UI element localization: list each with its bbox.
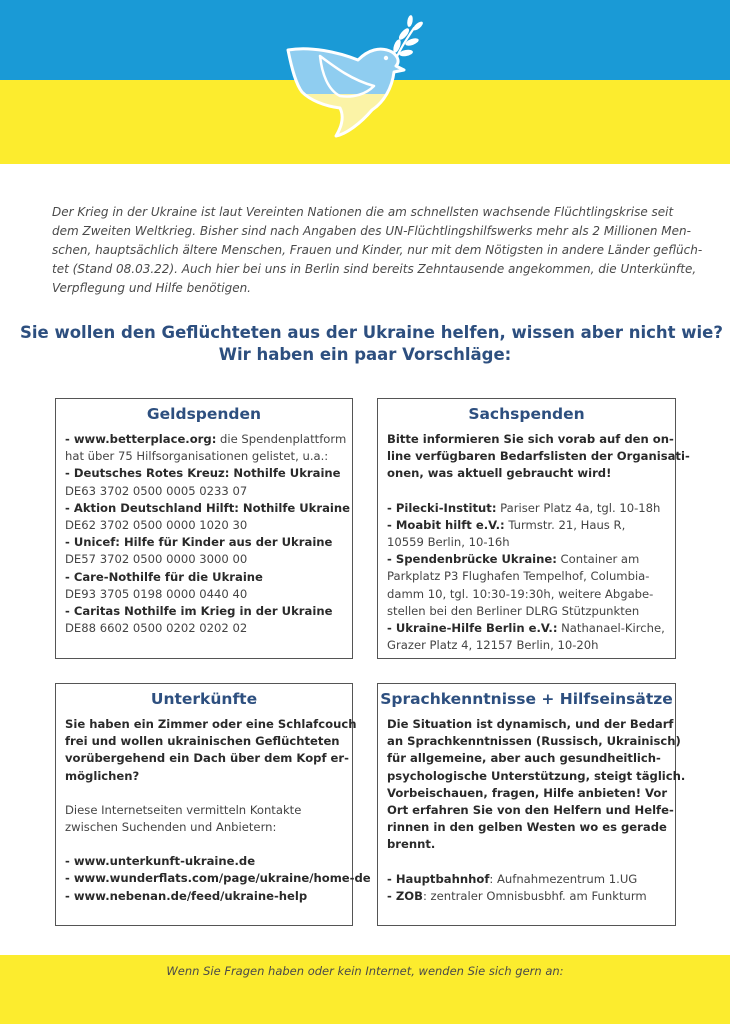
collection-point-name: - Ukraine-Hilfe Berlin e.V.: [387,621,558,636]
betterplace-link[interactable]: - www.betterplace.org: [65,432,217,446]
sprache-text: Ort erfahren Sie von den Helfern und Helfe- [387,803,674,818]
geldspenden-title: Geldspenden [146,405,262,423]
donation-org: - Care-Nothilfe für die Ukraine [65,569,263,584]
sachspenden-notice: onen, was aktuell gebraucht wird! [387,466,612,481]
donation-org: - Aktion Deutschland Hilft: Nothilfe Ukraine [65,500,351,515]
unterkuenfte-info: Diese Internetseiten vermitteln Kontakte [65,802,302,817]
collection-point-address: Container am [556,552,640,567]
betterplace-desc-line: hat über 75 Hilfsorganisationen gelistet, u.a.: [65,449,329,464]
help-location [387,888,667,905]
sachspenden-box [377,398,690,659]
intro-line: schen, hauptsächlich ältere Menschen, Frauen und Kinder, nur mit dem Nötigsten in andere Länder geflüch- [52,243,703,257]
donation-iban: DE63 3702 0500 0005 0233 07 [65,483,248,498]
collection-point [387,551,667,568]
unterkuenfte-question: Sie haben ein Zimmer oder eine Schlafcouch [65,717,357,731]
donation-org: - Deutsches Rotes Kreuz: Nothilfe Ukraine [65,466,341,481]
donation-iban: DE93 3705 0198 0000 0440 40 [65,586,248,601]
collection-point [387,500,667,517]
geldspenden-body [56,431,352,637]
collection-point-address: Turmstr. 21, Haus R, [504,517,626,532]
help-location [387,871,667,888]
sprache-text: brennt. [387,837,436,852]
unterkuenfte-box [55,683,371,926]
housing-link[interactable]: - www.wunderflats.com/page/ukraine/home-de [65,871,371,886]
sprache-text: für allgemeine, aber auch gesundheitlich- [387,751,661,766]
collection-point-address: Pariser Platz 4a, tgl. 10-18h [496,500,661,515]
sprache-text: psychologische Unterstützung, steigt täglich. [387,768,686,783]
donation-org: - Caritas Nothilfe im Krieg in der Ukraine [65,604,333,619]
intro-line: Verpflegung und Hilfe benötigen. [52,281,251,295]
sachspenden-notice: line verfügbaren Bedarfslisten der Organisati- [387,449,690,464]
unterkuenfte-question: frei und wollen ukrainischen Geflüchteten [65,734,340,749]
help-location-detail: : zentraler Omnisbusbhf. am Funkturm [422,888,647,903]
donation-iban: DE62 3702 0500 0000 1020 30 [65,518,248,533]
help-location-name: - Hauptbahnhof [387,871,490,886]
page-headline [20,322,723,366]
collection-point-address: stellen bei den Berliner DLRG Stützpunkten [387,603,640,618]
housing-link[interactable]: - www.unterkunft-ukraine.de [65,854,256,869]
unterkuenfte-question: möglichen? [65,768,140,783]
intro-line: Der Krieg in der Ukraine ist laut Vereinten Nationen die am schnellsten wachsende Flüchtlingskrise seit [52,205,674,219]
sprache-text: an Sprachkenntnissen (Russisch, Ukrainisch) [387,734,681,749]
sprache-text: Vorbeischauen, fragen, Hilfe anbieten! Vor [387,785,668,800]
housing-link[interactable]: - www.nebenan.de/feed/ukraine-help [65,888,308,903]
intro-paragraph [52,203,703,298]
unterkuenfte-question: vorübergehend ein Dach über dem Kopf er- [65,751,349,766]
betterplace-line [65,431,347,448]
collection-point-name: - Moabit hilft e.V.: [387,517,505,532]
collection-point-address: damm 10, tgl. 10:30-19:30h, weitere Abgabe- [387,586,654,601]
collection-point [387,620,667,637]
intro-line: tet (Stand 08.03.22). Auch hier bei uns in Berlin sind bereits Zehntausende angekommen, die Unterkünfte, [52,262,697,276]
collection-point-address: Grazer Platz 4, 12157 Berlin, 10-20h [387,638,599,653]
dove-with-olive-branch-icon [280,10,440,145]
intro-line: dem Zweiten Weltkrieg. Bisher sind nach Angaben des UN-Flüchtlingshilfswerks mehr als 2 Millionen Men- [52,224,691,238]
headline-line-1: Sie wollen den Geflüchteten aus der Ukraine helfen, wissen aber nicht wie? [20,323,723,342]
geldspenden-box [55,398,353,659]
help-location-name: - ZOB [387,888,423,903]
footer-text: Wenn Sie Fragen haben oder kein Internet, wenden Sie sich gern an: [166,964,564,978]
sprache-text: rinnen in den gelben Westen wo es gerade [387,820,667,835]
sprache-text: Die Situation ist dynamisch, und der Bedarf [387,717,674,731]
sprachkenntnisse-box [377,683,686,926]
unterkuenfte-info: zwischen Suchenden und Anbietern: [65,820,277,835]
unterkuenfte-title: Unterkünfte [150,690,258,708]
donation-org: - Unicef: Hilfe für Kinder aus der Ukraine [65,535,333,550]
collection-point-address: Parkplatz P3 Flughafen Tempelhof, Columbia- [387,569,650,584]
donation-iban: DE88 6602 0500 0202 0202 02 [65,621,248,636]
collection-point [387,517,667,534]
sprachkenntnisse-body [378,716,686,905]
sachspenden-title: Sachspenden [468,405,585,423]
sachspenden-notice: Bitte informieren Sie sich vorab auf den on- [387,432,674,446]
unterkuenfte-body [56,716,371,905]
donation-iban: DE57 3702 0500 0000 3000 00 [65,552,248,567]
collection-point-address: Nathanael-Kirche, [557,621,665,636]
sachspenden-body [378,431,690,654]
help-location-detail: : Aufnahmezentrum 1.UG [489,871,638,886]
betterplace-desc: die Spendenplattform [216,432,347,446]
collection-point-address: 10559 Berlin, 10-16h [387,535,510,550]
sprachkenntnisse-title: Sprachkenntnisse + Hilfseinsätze [380,690,673,708]
collection-point-name: - Spendenbrücke Ukraine: [387,552,557,567]
collection-point-name: - Pilecki-Institut: [387,500,497,515]
headline-line-2: Wir haben ein paar Vorschläge: [218,345,512,364]
